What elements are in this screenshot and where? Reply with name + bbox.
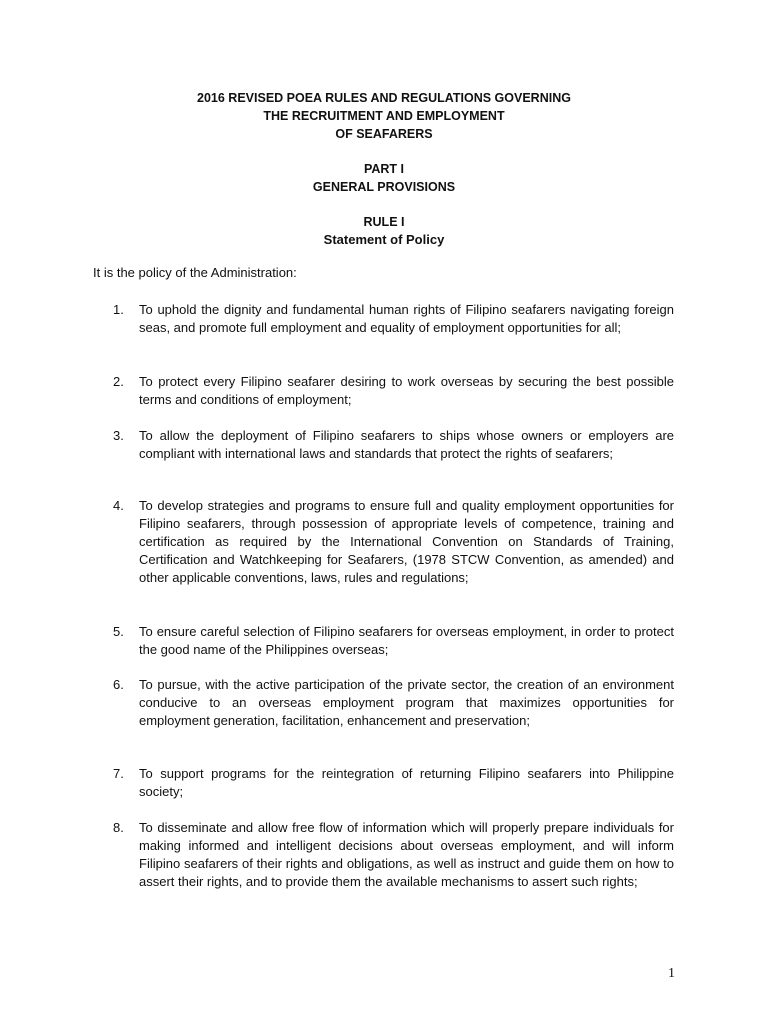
policy-item-3 [110, 427, 674, 463]
title-line-1: 2016 REVISED POEA RULES AND REGULATIONS GOVERNING [197, 91, 571, 105]
policy-item-number: 4. [113, 498, 124, 513]
policy-item-text: To support programs for the reintegration of returning Filipino seafarers into Philippine society; [139, 766, 674, 799]
policy-item-text: To develop strategies and programs to ensure full and quality employment opportunities for Filipino seafarers, through possession of appropriate levels of competence, training and certification as required by the International Convention on Standards of Training, Certification and Watchkeeping for Seafarers, (1978 STCW Convention, as amended) and other applicable conventions, laws, rules and regulations; [139, 498, 674, 585]
policy-item-5 [110, 623, 674, 659]
page-number: 1 [668, 966, 675, 981]
policy-item-text: To ensure careful selection of Filipino seafarers for overseas employment, in order to protect the good name of the Philippines overseas; [139, 624, 674, 657]
policy-intro: It is the policy of the Administration: [93, 265, 297, 280]
policy-item-2 [110, 373, 674, 409]
policy-item-number: 6. [113, 677, 124, 692]
rule-heading [0, 213, 768, 249]
policy-item-number: 7. [113, 766, 124, 781]
policy-item-number: 3. [113, 428, 124, 443]
policy-item-6 [110, 676, 674, 730]
policy-item-1 [110, 301, 674, 337]
policy-item-4 [110, 497, 674, 587]
part-title: GENERAL PROVISIONS [312, 180, 456, 194]
policy-item-text: To pursue, with the active participation of the private sector, the creation of an environment conducive to an overseas employment program that maximizes opportunities for employment generation, facilitation, enhancement and preservation; [139, 677, 674, 728]
title-line-2: THE RECRUITMENT AND EMPLOYMENT [263, 109, 505, 123]
policy-item-text: To uphold the dignity and fundamental human rights of Filipino seafarers navigating foreign seas, and promote full employment and equality of employment opportunities for all; [139, 302, 674, 335]
title-line-3: OF SEAFARERS [335, 127, 433, 141]
policy-item-number: 2. [113, 374, 124, 389]
part-heading [0, 160, 768, 196]
policy-item-text: To disseminate and allow free flow of information which will properly prepare individuals for making informed and intelligent decisions about overseas employment, and will inform Filipino seafarers of their rights and obligations, as well as instruct and guide them on how to assert their rights, and to provide them the available mechanisms to assert such rights; [139, 820, 674, 889]
policy-item-8 [110, 819, 674, 891]
policy-item-number: 8. [113, 820, 124, 835]
rule-title: Statement of Policy [323, 232, 445, 247]
policy-item-7 [110, 765, 674, 801]
document-title [0, 89, 768, 143]
policy-item-number: 5. [113, 624, 124, 639]
rule-label: RULE I [363, 215, 405, 229]
policy-item-number: 1. [113, 302, 124, 317]
policy-item-text: To protect every Filipino seafarer desiring to work overseas by securing the best possible terms and conditions of employment; [139, 374, 674, 407]
policy-item-text: To allow the deployment of Filipino seafarers to ships whose owners or employers are compliant with international laws and standards that protect the rights of seafarers; [139, 428, 674, 461]
part-label: PART I [363, 162, 405, 176]
